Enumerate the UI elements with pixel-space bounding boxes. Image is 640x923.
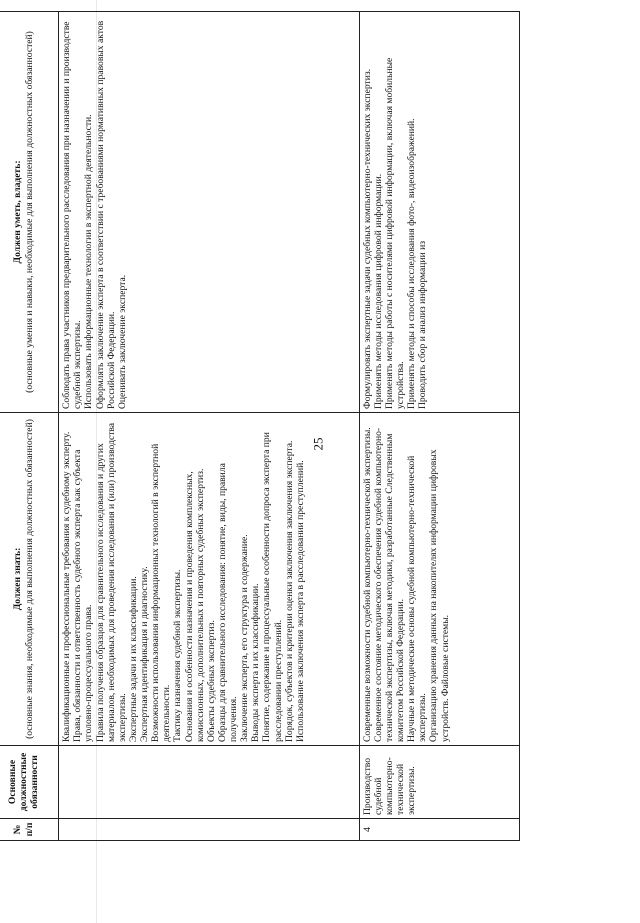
table-row — [59, 12, 360, 841]
cell-line: Соблюдать права участников предварительного расследования при назначении и производстве судебной экспертизы. — [61, 21, 84, 409]
cell-line: Экспертные задачи и их классификации. — [127, 576, 139, 742]
cell-line: Права, обязанности и ответственность судебного эксперта как субъекта уголовно-процессуального права. — [72, 449, 95, 742]
cell-line: Проводить сбор и анализ информации из — [417, 240, 429, 409]
cell-line: Квалификационные и профессиональные требования к судебному эксперту. — [61, 431, 73, 742]
cell-line: Правила получения образцов для сравнительного исследования и других материалов, необходимых для проведения исследования и (или) производства экспертизы. — [94, 422, 128, 742]
skills-cell — [59, 12, 360, 413]
cell-line: Применять методы исследования цифровой информации. — [372, 173, 384, 409]
cell-line: Порядок, субъектов и критерии оценки заключения заключения эксперта. — [283, 440, 295, 742]
table-header-row — [0, 12, 59, 841]
rotated-table-wrapper — [0, 11, 520, 841]
header-skills: Должен уметь, владеть: (основные умения и навыки, необходимые для выполнения должностных обязанностей) — [0, 12, 59, 413]
cell-line: Образцы для сравнительного исследования: понятие, виды, правила получения. — [216, 463, 239, 742]
skills-cell — [359, 12, 519, 413]
table-row — [359, 12, 519, 841]
knowledge-cell — [359, 413, 519, 746]
duties-cell — [59, 746, 360, 819]
cell-line: Возможности использования информационных технологий в экспертной деятельности. — [150, 443, 173, 742]
header-duties: Основные должностные обязанности — [0, 746, 59, 819]
knowledge-cell — [59, 413, 360, 746]
cell-line: Основания и особенности назначения и проведения комплексных, комиссионных, дополнительных и повторных судебных экспертиз. — [183, 468, 206, 742]
cell-line: Оформлять заключение эксперта в соответствии с требованиями нормативных правовых актов Российской Федерации. — [94, 20, 117, 409]
cell-line: Использовать информационные технологии в экспертной деятельности. — [83, 114, 95, 409]
cell-line: Объекты судебных экспертиз. — [205, 620, 217, 742]
cell-line: Современные возможности судебной компьютерно-технической экспертизы. — [361, 427, 373, 742]
row-number-cell — [59, 819, 360, 841]
page-number: 25 — [310, 437, 326, 451]
cell-line: Экспертная идентификация и диагностику. — [139, 566, 150, 742]
cell-line: Использование заключения эксперта в расследовании преступлений. — [294, 460, 306, 742]
cell-line: Современное состояние методического обеспечения судебной компьютерно-технической экспертизы, включая методики, разработанные Следственным комитетом Российской Федерации. — [372, 427, 407, 742]
cell-line: Научные и методические основы судебной компьютерно-технической экспертизы. — [406, 455, 429, 742]
cell-line: Применять методы работы с носителями цифровой информации, включая мобильные устройства. — [383, 57, 407, 409]
header-knowledge: Должен знать: (основные знания, необходимые для выполнения должностных обязанностей) — [0, 413, 59, 746]
cell-line: Оценивать заключение эксперта. — [116, 274, 128, 409]
cell-line: Формулировать экспертные задачи судебных компьютерно-технических экспертиз. — [361, 68, 373, 409]
cell-line: Организацию хранения данных на накопителях информации цифровых устройств. Файловые системы. — [428, 449, 451, 742]
header-number: № п/п — [0, 819, 59, 841]
competency-table — [0, 11, 520, 841]
duties-cell: Производство судебной компьютерно-технической экспертизы. — [359, 746, 519, 819]
cell-line: Применять методы и способы исследования фото-, видеоизображений. — [406, 118, 418, 409]
cell-line: Заключение эксперта, его структура и содержание. — [239, 534, 251, 742]
cell-line: Тактику назначения судебной экспертизы. — [172, 569, 184, 742]
cell-line: Понятие, содержание и процессуальные особенности допроса эксперта при расследовании преступлений. — [261, 432, 284, 742]
cell-line: Выводы эксперта и их классификации. — [250, 583, 262, 742]
row-number-cell: 4 — [359, 819, 519, 841]
